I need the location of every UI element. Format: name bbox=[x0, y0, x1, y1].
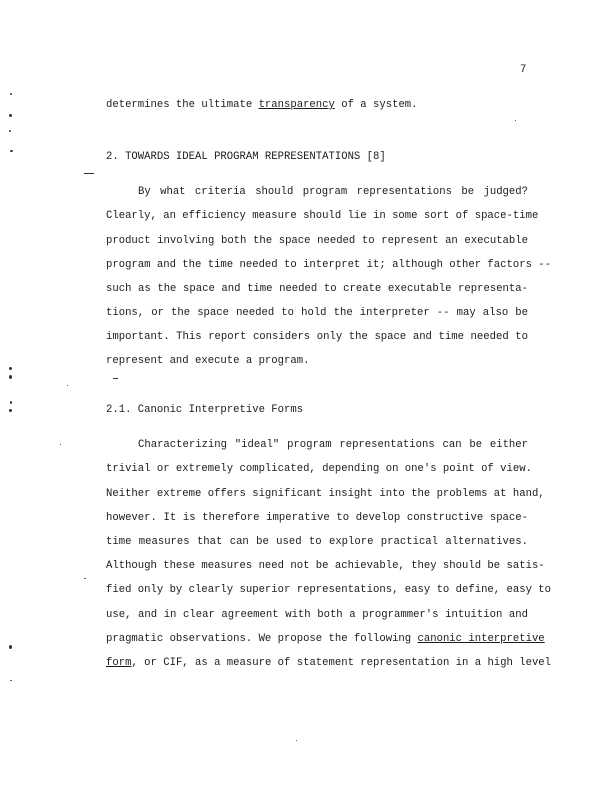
section-2-heading: 2. TOWARDS IDEAL PROGRAM REPRESENTATIONS [8] bbox=[106, 151, 386, 163]
section-2-1-line-5: time measures that can be used to explore practical alternatives. bbox=[106, 536, 528, 548]
scan-speck bbox=[84, 578, 86, 579]
cif-line-before: pragmatic observations. We propose the following bbox=[106, 633, 418, 645]
section-2-1-line-3: Neither extreme offers significant insight into the problems at hand, bbox=[106, 488, 545, 500]
scan-speck bbox=[9, 130, 11, 132]
section-2-line-3: product involving both the space needed to represent an executable bbox=[106, 235, 528, 247]
scan-speck bbox=[10, 93, 12, 95]
page-number: 7 bbox=[520, 64, 527, 76]
scan-speck bbox=[10, 150, 13, 152]
transparency-term: transparency bbox=[258, 99, 335, 111]
scan-speck bbox=[113, 378, 118, 379]
scan-speck bbox=[10, 401, 12, 404]
section-2-line-2: Clearly, an efficiency measure should lie in some sort of space-time bbox=[106, 210, 539, 222]
intro-after: of a system. bbox=[334, 99, 418, 111]
section-2-1-line-10 bbox=[106, 656, 552, 670]
scan-speck bbox=[515, 120, 516, 121]
section-2-1-line-6: Although these measures need not be achievable, they should be satis- bbox=[106, 560, 545, 572]
section-2-line-5: such as the space and time needed to create executable representa- bbox=[106, 283, 528, 295]
section-2-1-line-8: use, and in clear agreement with both a programmer's intuition and bbox=[106, 609, 528, 621]
cif-line-after: , or CIF, as a measure of statement representation in a high level bbox=[131, 657, 552, 669]
scan-speck bbox=[60, 444, 61, 445]
scan-speck bbox=[84, 173, 94, 174]
section-2-line-8: represent and execute a program. bbox=[106, 355, 310, 367]
section-2-line-7: important. This report considers only the space and time needed to bbox=[106, 331, 528, 343]
scan-speck bbox=[296, 740, 297, 741]
scan-speck bbox=[9, 409, 12, 412]
section-2-1-heading: 2.1. Canonic Interpretive Forms bbox=[106, 404, 304, 416]
section-2-line-1: By what criteria should program representations be judged? bbox=[138, 186, 528, 198]
scan-speck bbox=[9, 375, 12, 379]
canonic-interpretive-term: canonic interpretive bbox=[417, 633, 545, 645]
section-2-1-line-9 bbox=[106, 632, 545, 646]
section-2-1-line-4: however. It is therefore imperative to develop constructive space- bbox=[106, 512, 528, 524]
section-2-line-4: program and the time needed to interpret it; although other factors -- bbox=[106, 259, 552, 271]
section-2-line-6: tions, or the space needed to hold the interpreter -- may also be bbox=[106, 307, 528, 319]
scan-speck bbox=[9, 367, 12, 370]
intro-before: determines the ultimate bbox=[106, 99, 259, 111]
section-2-1-line-1: Characterizing "ideal" program representations can be either bbox=[138, 439, 528, 451]
scan-speck bbox=[67, 385, 68, 386]
section-2-1-line-7: fied only by clearly superior representations, easy to define, easy to bbox=[106, 584, 552, 596]
scan-speck bbox=[10, 680, 12, 681]
section-2-1-line-2: trivial or extremely complicated, depending on one's point of view. bbox=[106, 463, 532, 475]
intro-line bbox=[106, 98, 528, 112]
scan-speck bbox=[9, 645, 12, 649]
form-term: form bbox=[106, 657, 132, 669]
scan-speck bbox=[9, 114, 12, 117]
